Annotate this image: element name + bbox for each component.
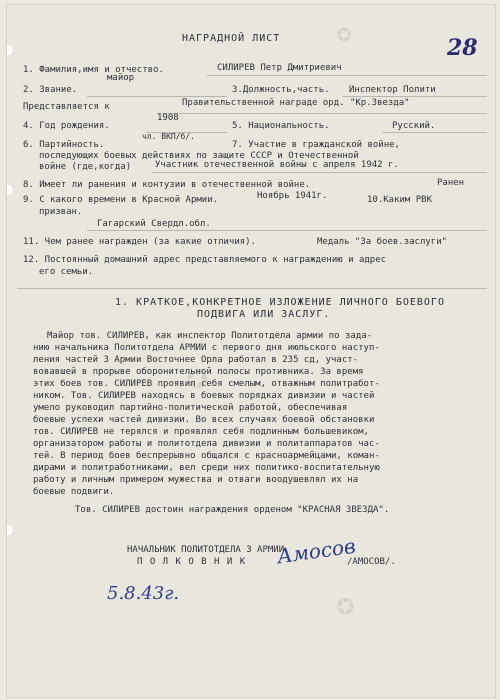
section-title-line-2: ПОДВИГА ИЛИ ЗАСЛУГ.: [197, 309, 331, 320]
field-2-label: 2. Звание.: [23, 85, 78, 95]
field-2-value: майор: [107, 73, 135, 83]
field-3-label: 3.Должность,часть.: [232, 85, 330, 95]
field-10-label: 10.Каким РВК: [367, 195, 433, 205]
narrative-line: работу и личным примером мужества и отваги воодушевлял их на: [33, 475, 359, 485]
narrative-line: боевые подвиги.: [33, 487, 115, 497]
field-line: [87, 230, 487, 231]
narrative-line: тей. В период боев беспрерывно общался с красноармейцами, коман-: [33, 451, 380, 461]
watermark: ✪: [331, 592, 361, 623]
field-line: [87, 96, 227, 97]
nominated-label: Представляется к: [23, 102, 110, 112]
field-8-label: 8. Имеет ли ранения и контузии в отечественной войне.: [23, 180, 311, 190]
field-9-label: 9. С какого времени в Красной Армии.: [23, 195, 219, 205]
narrative-line: организатором работы и политотдела дивизии и политаппаратов час-: [33, 439, 380, 449]
field-line: [342, 96, 487, 97]
field-7-cont-label: войне (где,когда): [39, 162, 132, 172]
field-7-value: Участник отечественной войны с апреля 1942 г.: [155, 160, 399, 170]
field-5-label: 5. Национальность.: [232, 121, 330, 131]
narrative-line: тов. СИЛИРЕВ не терялся и проявлял себя подлинным большевиком,: [33, 427, 369, 437]
divider: [17, 288, 487, 289]
field-10-value: Гагарский Свердл.обл.: [97, 219, 211, 229]
narrative-line: этих боев тов. СИЛИРЕВ проявил себя смелым, отважным политработ-: [33, 379, 380, 389]
field-line: [152, 172, 487, 173]
field-6-label: 6. Партийность.: [23, 140, 105, 150]
field-1-value: СИЛИРЕВ Петр Дмитриевич: [217, 63, 342, 73]
punch-hole: [7, 525, 13, 535]
field-line: [382, 132, 487, 133]
section-title-line-1: 1. КРАТКОЕ,КОНКРЕТНОЕ ИЗЛОЖЕНИЕ ЛИЧНОГО БОЕВОГО: [115, 297, 445, 308]
narrative-line: Майор тов. СИЛИРЕВ, как инспектор Политотдела армии по зада-: [47, 331, 373, 341]
document-title: НАГРАДНОЙ ЛИСТ: [182, 33, 281, 44]
punch-hole: [7, 185, 13, 195]
field-line: [157, 113, 487, 114]
narrative-line: вовавшей в прорыве оборонительной полосы противника. За время: [33, 367, 364, 377]
narrative-line: умело руководил партийно-политической работой, обеспечивая: [33, 403, 348, 413]
field-5-value: Русский.: [392, 121, 436, 131]
signer-rank: П О Л К О В Н И К: [137, 557, 247, 567]
punch-hole: [7, 45, 13, 55]
field-12-cont: его семьи.: [39, 267, 94, 277]
narrative-line: боевые успехи частей дивизии. Во всех случаях боевой обстановки: [33, 415, 375, 425]
signature-handwritten: Амосов: [275, 533, 357, 569]
field-9-cont-label: призван.: [39, 207, 83, 217]
signer-name: /АМОСОВ/.: [347, 557, 396, 567]
field-7-cont: последующих боевых действиях по защите СССР и Отечественной: [39, 151, 359, 161]
conclusion: Тов. СИЛИРЕВ достоин награждения орденом "КРАСНАЯ ЗВЕЗДА".: [75, 505, 390, 515]
field-11-value: Медаль "За боев.заслуги": [317, 237, 448, 247]
watermark: ✪: [180, 361, 215, 399]
watermark: ✪: [332, 22, 357, 49]
field-1-label: 1. Фамилия,имя и отчество.: [23, 65, 164, 75]
sheet-number: 28: [447, 35, 478, 61]
nominated-value: Правительственной награде орд. "Кр.Звезда": [182, 98, 410, 108]
field-line: [207, 75, 487, 76]
field-7-label: 7. Участие в гражданской войне,: [232, 140, 400, 150]
narrative-line: нию начальника Политотдела АРМИИ с первого дня июльского наступ-: [33, 343, 380, 353]
narrative-line: ления частей 3 Армии Восточнее Орла работал в 235 сд, участ-: [33, 355, 359, 365]
field-3-value: Инспектор Полити: [349, 85, 436, 95]
field-11-label: 11. Чем ранее награжден (за какие отличия).: [23, 237, 256, 247]
field-6-value: чл. ВКП/б/.: [142, 132, 195, 141]
signer-position: НАЧАЛЬНИК ПОЛИТОТДЕЛА 3 АРМИИ: [127, 545, 285, 555]
narrative-line: ником. Тов. СИЛИРЕВ находясь в боевых порядках дивизии и частей: [33, 391, 375, 401]
date-handwritten: 5.8.43г.: [107, 583, 180, 604]
field-4-value: 1908: [157, 113, 179, 123]
field-4-label: 4. Год рождения.: [23, 121, 110, 131]
award-sheet: [6, 4, 496, 698]
narrative-line: дирами и политработниками, вел среди них политико-воспитательную: [33, 463, 380, 473]
field-9-value: Ноябрь 1941г.: [257, 191, 328, 201]
field-8-value: Ранен: [437, 178, 465, 188]
field-12-label: 12. Постоянный домашний адрес представляемого к награждению и адрес: [23, 255, 387, 265]
